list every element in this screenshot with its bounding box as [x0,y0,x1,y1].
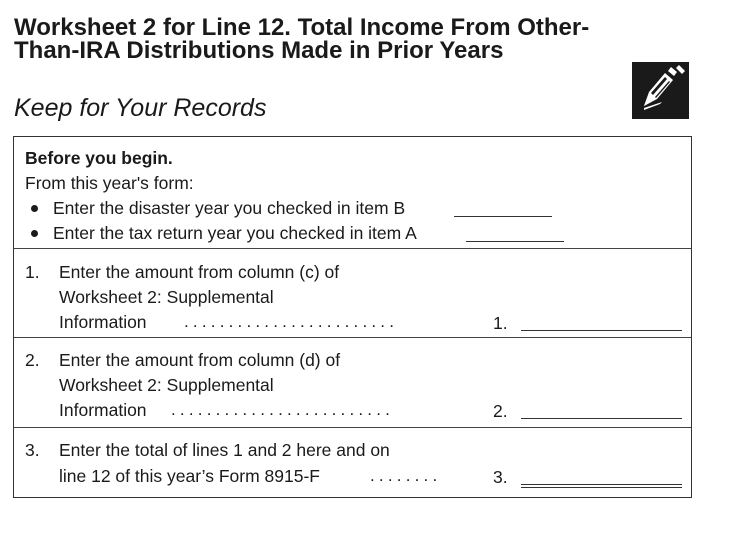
line-3-total-field[interactable] [521,484,682,488]
line-1-row [14,248,691,338]
before-heading: Before you begin. [25,148,173,168]
worksheet-subtitle: Keep for Your Records [14,94,267,122]
tax-return-year-label: Enter the tax return year you checked in item A [53,223,417,243]
line-1-amount-field[interactable] [521,330,682,331]
line-2-row [14,337,691,428]
line-3-text: Enter the total of lines 1 and 2 here and on [59,440,390,460]
before-intro: From this year's form: [25,173,194,193]
line-2-text: Enter the amount from column (d) of [59,350,341,370]
line-3-reference: 3. [493,467,508,487]
leader-dots: ......................... [171,400,395,419]
line-2-number: 2. [25,350,40,370]
line-1-number: 1. [25,262,40,282]
disaster-year-field[interactable] [454,216,552,217]
worksheet-box [13,136,692,498]
line-2-text: Information [59,400,147,420]
before-you-begin-section [14,137,691,248]
line-2-text: Worksheet 2: Supplemental [59,375,274,395]
disaster-year-label: Enter the disaster year you checked in item B [53,198,406,218]
line-1-text: Information [59,312,147,332]
pencil-icon [632,62,689,119]
bullet-icon [31,205,38,212]
line-1-reference: 1. [493,313,508,333]
bullet-icon [31,230,38,237]
worksheet-title: Worksheet 2 for Line 12. Total Income From Other-Than-IRA Distributions Made in Prior Years [14,14,590,64]
line-1-text: Worksheet 2: Supplemental [59,287,274,307]
tax-return-year-field[interactable] [466,241,564,242]
line-1-text: Enter the amount from column (c) of [59,262,340,282]
leader-dots: ........ [370,466,442,485]
line-2-amount-field[interactable] [521,418,682,419]
leader-dots: ........................ [184,312,399,331]
line-3-text: line 12 of this year’s Form 8915-F [59,466,320,486]
line-3-number: 3. [25,440,40,460]
line-3-row [14,427,691,498]
line-2-reference: 2. [493,401,508,421]
